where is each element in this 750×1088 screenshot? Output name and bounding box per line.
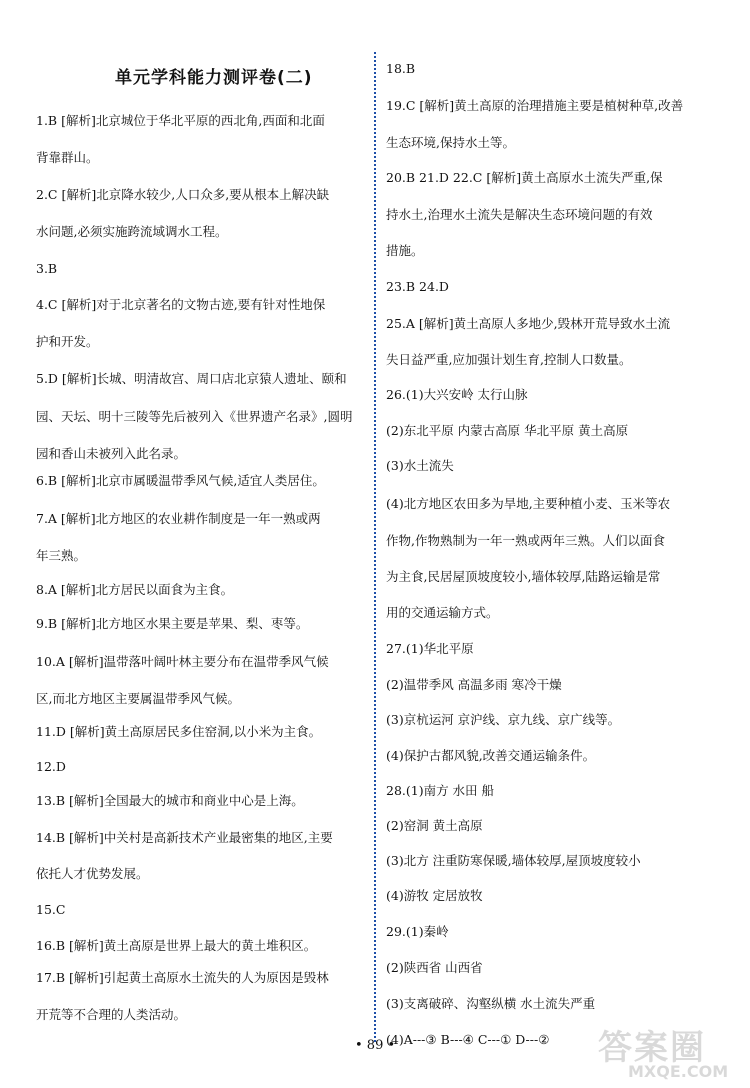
right-line: (3)北方 注重防寒保暖,墙体较厚,屋顶坡度较小 — [386, 853, 641, 868]
right-line: 为主食,民居屋顶坡度较小,墙体较厚,陆路运输是常 — [386, 569, 661, 584]
right-line: (2)东北平原 内蒙古高原 华北平原 黄土高原 — [386, 423, 629, 438]
right-line: (2)温带季风 高温多雨 寒冷干燥 — [386, 677, 562, 692]
left-line: 2.C [解析]北京降水较少,人口众多,要从根本上解决缺 — [36, 187, 330, 202]
right-line: (3)京杭运河 京沪线、京九线、京广线等。 — [386, 712, 621, 727]
left-line: 14.B [解析]中关村是高新技术产业最密集的地区,主要 — [36, 830, 333, 845]
right-line: 生态环境,保持水土等。 — [386, 135, 515, 150]
left-line: 开荒等不合理的人类活动。 — [36, 1007, 187, 1022]
right-line: (2)陕西省 山西省 — [386, 960, 483, 975]
left-line: 园和香山未被列入此名录。 — [36, 446, 187, 461]
left-line: 9.B [解析]北方地区水果主要是苹果、梨、枣等。 — [36, 616, 309, 631]
left-line: 3.B — [36, 261, 58, 276]
right-line: (4)保护古都风貌,改善交通运输条件。 — [386, 748, 596, 763]
right-line: 作物,作物熟制为一年一熟或两年三熟。人们以面食 — [386, 533, 665, 548]
left-line: 8.A [解析]北方居民以面食为主食。 — [36, 582, 234, 597]
left-line: 7.A [解析]北方地区的农业耕作制度是一年一熟或两 — [36, 511, 321, 526]
right-line: (3)水土流失 — [386, 458, 454, 473]
page-title: 单元学科能力测评卷(二) — [115, 68, 313, 88]
right-line: (4)A---③ B---④ C---① D---② — [386, 1032, 550, 1047]
left-line: 6.B [解析]北京市属暖温带季风气候,适宜人类居住。 — [36, 473, 325, 488]
right-line: 28.(1)南方 水田 船 — [386, 783, 495, 798]
left-line: 依托人才优势发展。 — [36, 866, 149, 881]
left-line: 护和开发。 — [36, 334, 99, 349]
watermark-url: MXQE.COM — [628, 1062, 729, 1081]
left-line: 10.A [解析]温带落叶阔叶林主要分布在温带季风气候 — [36, 654, 329, 669]
left-line: 区,而北方地区主要属温带季风气候。 — [36, 691, 240, 706]
watermark-logo-text: 答案圈 — [598, 1028, 706, 1068]
left-line: 4.C [解析]对于北京著名的文物古迹,要有针对性地保 — [36, 297, 326, 312]
left-line: 13.B [解析]全国最大的城市和商业中心是上海。 — [36, 793, 304, 808]
column-divider — [374, 52, 376, 1042]
right-line: 用的交通运输方式。 — [386, 605, 499, 620]
left-line: 年三熟。 — [36, 548, 87, 563]
left-line: 12.D — [36, 759, 66, 774]
right-line: 29.(1)秦岭 — [386, 924, 449, 939]
left-line: 背靠群山。 — [36, 150, 99, 165]
right-line: (2)窑洞 黄土高原 — [386, 818, 483, 833]
right-line: 20.B 21.D 22.C [解析]黄土高原水土流失严重,保 — [386, 170, 663, 185]
left-line: 5.D [解析]长城、明清故宫、周口店北京猿人遗址、颐和 — [36, 371, 347, 386]
right-line: 失日益严重,应加强计划生育,控制人口数量。 — [386, 352, 632, 367]
right-line: 27.(1)华北平原 — [386, 641, 474, 656]
watermark-logo — [598, 1020, 748, 1082]
left-line: 11.D [解析]黄土高原居民多住窑洞,以小米为主食。 — [36, 724, 322, 739]
left-line: 1.B [解析]北京城位于华北平原的西北角,西面和北面 — [36, 113, 325, 128]
left-line: 水问题,必须实施跨流域调水工程。 — [36, 224, 228, 239]
right-line: 18.B — [386, 61, 416, 76]
right-line: (3)支离破碎、沟壑纵横 水土流失严重 — [386, 996, 596, 1011]
right-line: 19.C [解析]黄土高原的治理措施主要是植树种草,改善 — [386, 98, 684, 113]
left-line: 园、天坛、明十三陵等先后被列入《世界遗产名录》,圆明 — [36, 409, 353, 424]
right-line: 25.A [解析]黄土高原人多地少,毁林开荒导致水土流 — [386, 316, 671, 331]
right-line: 措施。 — [386, 243, 424, 258]
right-line: (4)北方地区农田多为旱地,主要种植小麦、玉米等农 — [386, 496, 671, 511]
left-line: 16.B [解析]黄土高原是世界上最大的黄土堆积区。 — [36, 938, 317, 953]
left-line: 17.B [解析]引起黄土高原水土流失的人为原因是毁林 — [36, 970, 329, 985]
right-line: 持水土,治理水土流失是解决生态环境问题的有效 — [386, 207, 653, 222]
page-number: • 89 • — [355, 1038, 396, 1053]
right-line: 26.(1)大兴安岭 太行山脉 — [386, 387, 528, 402]
right-line: 23.B 24.D — [386, 279, 449, 294]
left-line: 15.C — [36, 902, 66, 917]
right-line: (4)游牧 定居放牧 — [386, 888, 483, 903]
